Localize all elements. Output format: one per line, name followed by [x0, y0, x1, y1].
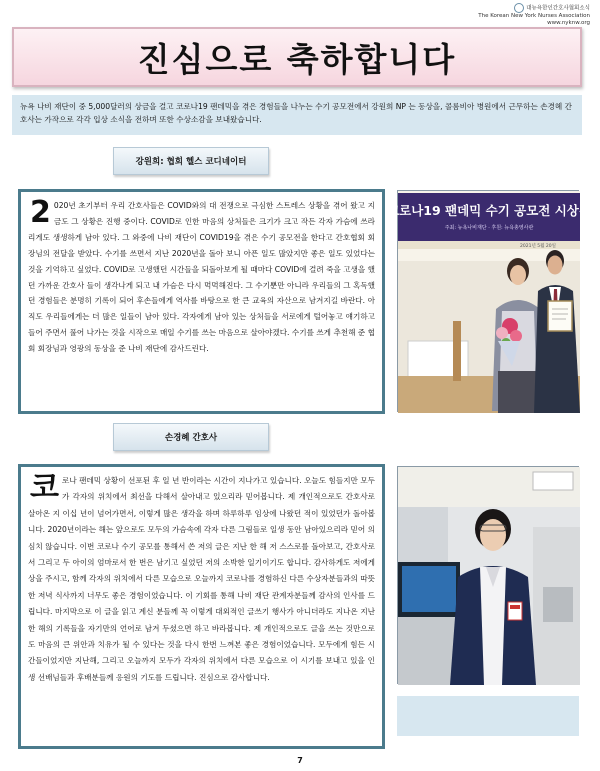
author-label-2: 손경혜 간호사: [113, 423, 269, 451]
story-2: [18, 464, 385, 749]
nurse-portrait-photo: [397, 466, 579, 684]
intro-text: 뉴욕 나비 재단이 중 5,000달러의 상금을 걸고 코로나19 팬데믹을 겪은 경험들을 나누는 수기 공모전에서 강원희 NP 는 동상을, 콜롬비아 병원에서 근무하는 손경혜 간호사는 가작으로 각각 입상 소식을 전하며 또한 수상소감을 보내왔습니다.: [12, 95, 582, 135]
story-1: [18, 189, 385, 414]
photo-banner-subtitle: 주최: 뉴욕나비재단 · 후원: 뉴욕총영사관: [444, 225, 534, 231]
org-subtitle: The Korean New York Nurses Association: [478, 13, 590, 19]
story-2-body: 로나 팬데믹 상황이 선포된 후 일 년 반이라는 시간이 지나가고 있습니다. 오늘도 힘들지만 모두가 각자의 위치에서 최선을 다해서 살아내고 있으리라 믿어봅니다. 제 개인적으로도 간호사로 살아온 지 이십 년이 넘어가면서, 이렇게 많은 생각을 하며 하루하루 임상에 나왔던 적이 있었던가 돌아봅니다. 2020년이라는 해는 앞으로도 모두의 가슴속에 각자 다른 그림들로 일생 동안 남아있으리라 믿어 의심치 않습니다. 이번 코로나 수기 공모를 통해서 쓴 저의 글은 지난 한 해 저 스스로를 돌아보고, 간호사로서 그리고 두 아이의 엄마로서 한 번은 남기고 싶었던 저의 소박한 일기이기도 합니다. 감사하게도 저에게 상을 주시고, 함께 각자의 위치에서 다른 모습으로 오늘까지 코로나를 경험하신 다른 수상자분들과의 따뜻한 저녁 식사까지 너무도 좋은 경험이었습니다. 이 기회를 통해 나비 재단 관계자분들께 감사의 인사를 드립니다. 마지막으로 이 글을 읽고 계신 분들께 꼭 이렇게 대외적인 글쓰기 행사가 아니더라도 지나온 지난 한 해의 기록들을 자기만의 언어로 남겨 두셨으면 하고 바라봅니다. 제 개인적으로도 글을 쓰는 것만으로도 마음의 큰 위안과 치유가 될 수 있다는 것을 다시 한번 느껴본 좋은 경험이었습니다. 모두에게 힘든 시간들이었지만 지난해, 그리고 오늘까지 모두가 각자의 위치에서 다른 모습으로 이 시기를 보내고 있을 인생 선배님들과 후배분들께 응원의 기도를 드립니다. 진심으로 감사합니다.: [28, 476, 375, 682]
org-name: 대뉴욕한인간호사협회소식: [470, 3, 590, 13]
story-1-body: 020년 초기부터 우리 간호사들은 COVID와의 대 전쟁으로 극심한 스트레스 상황을 겪어 왔고 지금도 그 상황은 진행 중이다. COVID로 인한 마음의 상처들은 크기가 크고 작든 각자 가슴에 쓰라리게도 생생하게 남아 있다. 그 와중에 나비 재단이 COVID19을 겪은 수기 공모전을 한다고 간호협회 회장님의 전달을 받았다. 수기를 쓰면서 지난 2020년을 돌아 보니 아픈 일도 많았지만 좋은 일도 있었다는 것을 기억하고 싶었다. COVID로 고생했던 시간들을 되돌아보게 될 때마다 COVID에 걸려 죽을 고생을 했던 가까운 간호사 들이 생각나게 되고 내 가슴은 다시 먹먹해진다. 그 수기뿐만 아니라 우리들의 그 혹독했던 경험들은 분명히 기록이 되어 후손들에게 역사를 바탕으로 한 큰 교육의 자산으로 남겨지길 바란다. 아직도 우리들에게는 더 많은 일들이 남아 있다. 각자에게 남아 있는 상처들을 서로에게 털어놓고 얘기하고 들어 주면서 풀어 나가는 것을 시작으로 매일 수기를 쓰는 마음으로 살아야겠다. 수기를 쓰게 추천해 준 협회 회장님과 영광의 동상을 준 나비 재단에 감사드린다.: [28, 201, 375, 354]
org-header: [470, 3, 590, 27]
org-url[interactable]: www.nyknw.org: [547, 20, 590, 26]
story-1-dropcap: 2: [30, 195, 51, 230]
page-title: 진심으로 축하합니다: [137, 39, 457, 79]
title-banner: [12, 27, 582, 87]
blank-info-box: [397, 696, 579, 736]
page-number: 7: [297, 756, 303, 765]
author-label-1: 강원희: 협회 헬스 코디네이터: [113, 147, 269, 175]
story-2-dropcap: 코: [30, 470, 59, 505]
photo-banner-date: 2021년 5월 20일: [520, 244, 556, 249]
award-ceremony-photo: [387, 190, 591, 412]
photo-banner-text: 코로나19 팬데믹 수기 공모전 시상식: [387, 203, 591, 218]
org-logo-icon: [514, 3, 524, 13]
